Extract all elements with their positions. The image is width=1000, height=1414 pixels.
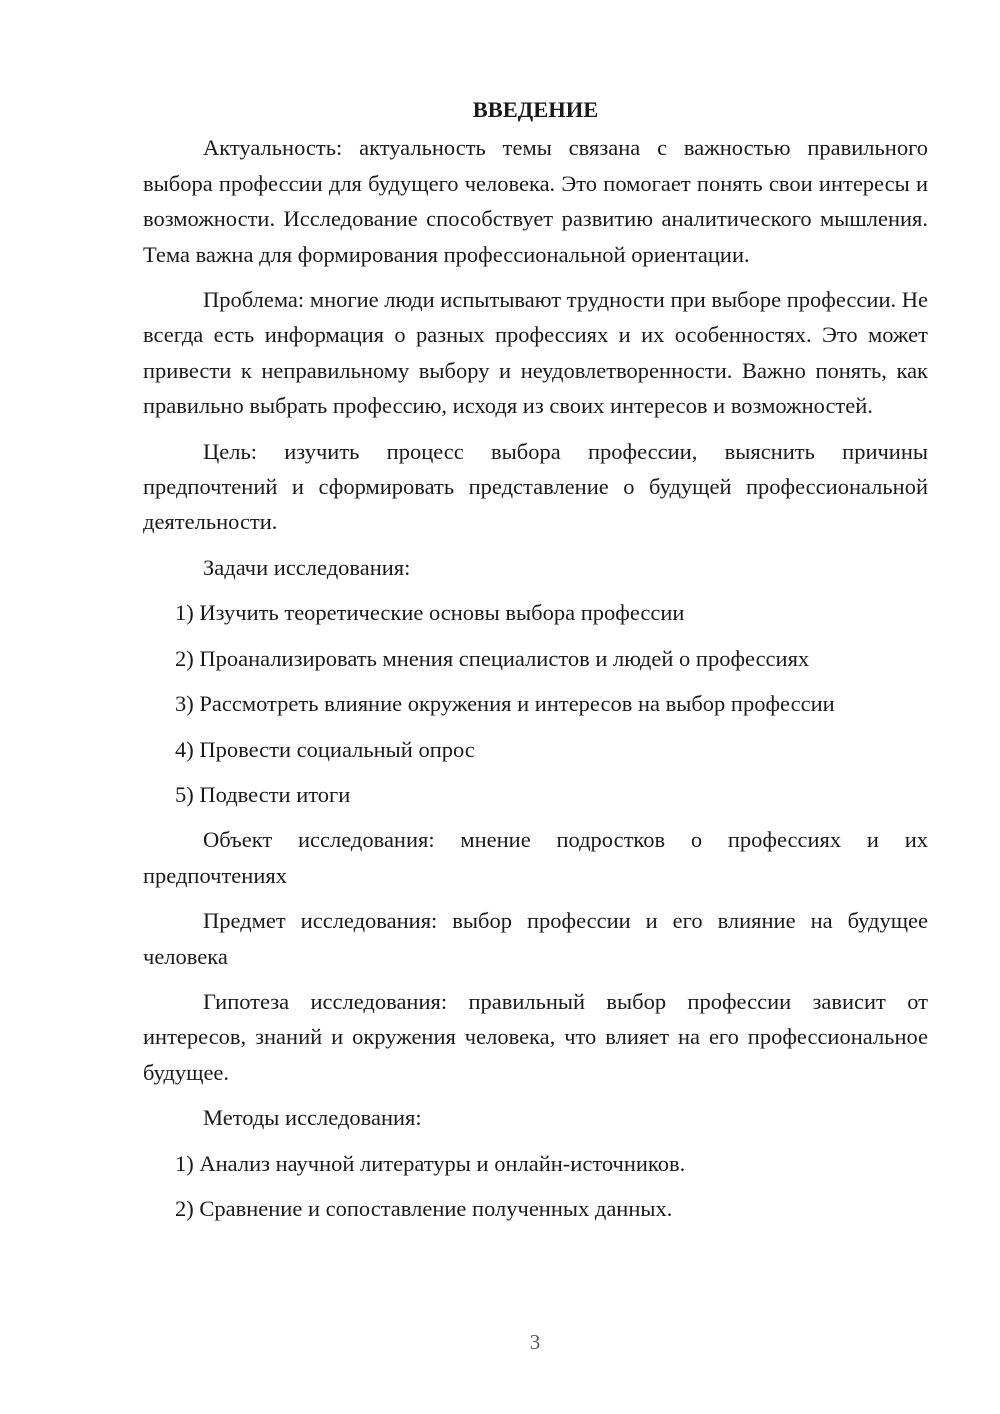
- task-item: 1) Изучить теоретические основы выбора профессии: [175, 600, 685, 626]
- goal-paragraph: Цель: изучить процесс выбора профессии, выяснить причины предпочтений и сформировать представление о будущей профессиональной деятельности.: [143, 438, 928, 535]
- page-content: [143, 92, 928, 1236]
- page-title: ВВЕДЕНИЕ: [472, 97, 599, 122]
- task-item: 5) Подвести итоги: [175, 781, 351, 807]
- task-item: 3) Рассмотреть влияние окружения и интересов на выбор профессии: [175, 691, 835, 717]
- task-item: 2) Проанализировать мнения специалистов и людей о профессиях: [175, 645, 810, 671]
- hypothesis-paragraph: Гипотеза исследования: правильный выбор профессии зависит от интересов, знаний и окружения человека, что влияет на его профессиональное будущее.: [143, 988, 928, 1085]
- subject-paragraph: Предмет исследования: выбор профессии и его влияние на будущее человека: [143, 908, 928, 969]
- task-item: 4) Провести социальный опрос: [175, 736, 475, 762]
- object-paragraph: Объект исследования: мнение подростков о профессиях и их предпочтениях: [143, 827, 928, 888]
- method-item: 1) Анализ научной литературы и онлайн-источников.: [175, 1150, 686, 1176]
- method-item: 2) Сравнение и сопоставление полученных данных.: [175, 1195, 673, 1221]
- relevance-paragraph: Актуальность: актуальность темы связана с важностью правильного выбора профессии для будущего человека. Это помогает понять свои интересы и возможности. Исследование способствует развитию аналитического мышления. Тема важна для формирования профессиональной ориентации.: [143, 135, 928, 267]
- problem-paragraph: Проблема: многие люди испытывают трудности при выборе профессии. Не всегда есть информация о разных профессиях и их особенностях. Это может привести к неправильному выбору и неудовлетворенности. Важно понять, как правильно выбрать профессию, исходя из своих интересов и возможностей.: [143, 287, 928, 419]
- methods-heading: Методы исследования:: [203, 1105, 422, 1131]
- page-number: 3: [529, 1330, 541, 1354]
- tasks-heading: Задачи исследования:: [203, 554, 411, 580]
